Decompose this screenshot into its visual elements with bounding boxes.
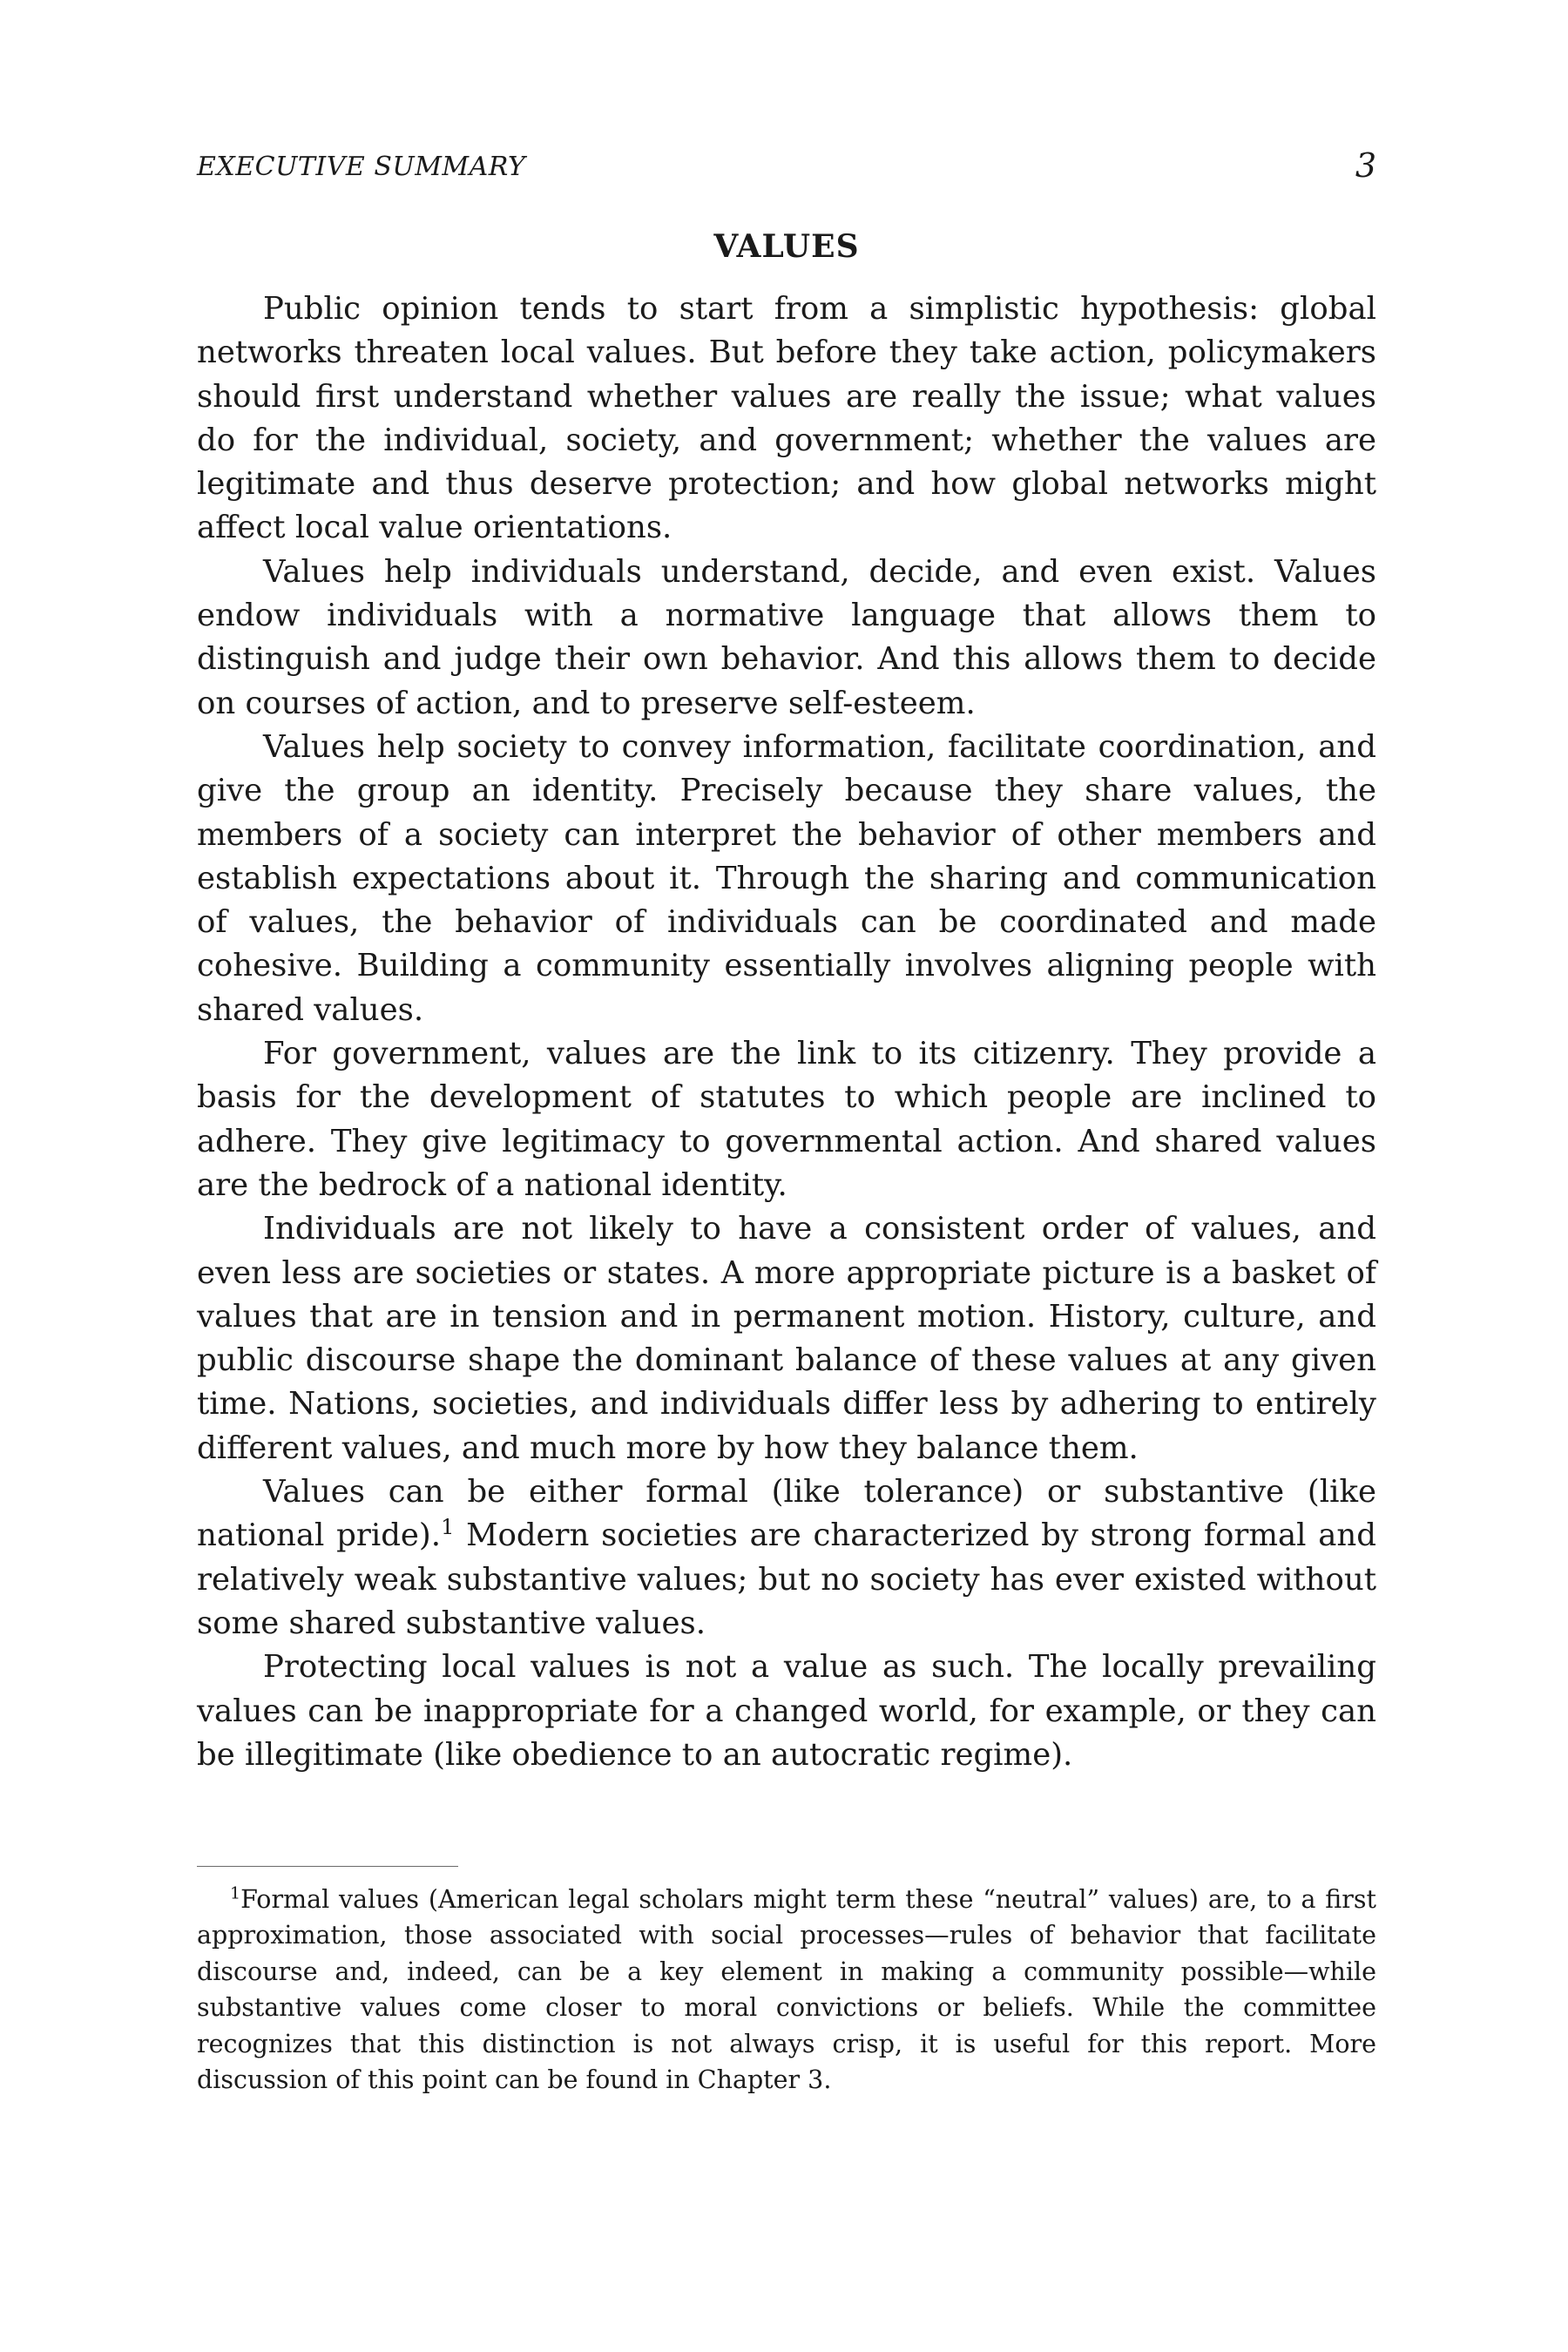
paragraph-text: Modern societies are characterized by strong formal and relatively weak substantive values; but no society has ever existed without some shared substantive values. xyxy=(197,1517,1377,1641)
paragraph: Values help individuals understand, decide, and even exist. Values endow individuals with a normative language that allows them to distinguish and judge their own behavior. And this allows them to decide on courses of action, and to preserve self-esteem. xyxy=(197,553,1376,721)
footnote-divider xyxy=(197,1866,458,1867)
footnote-mark: 1 xyxy=(230,1883,241,1903)
page-number: 3 xyxy=(1355,146,1376,185)
paragraph: Values help society to convey information, facilitate coordination, and give the group an identity. Precisely because they share values, the members of a society can interpret the behavior of other members and establish expectations about it. Through the sharing and communication of values, the behavior of individuals can be coordinated and made cohesive. Building a community essentially involves aligning people with shared values. xyxy=(197,728,1376,1028)
paragraph: Protecting local values is not a value as such. The locally prevailing values can be inappropriate for a changed world, for example, or they can be illegitimate (like obedience to an autocratic regime). xyxy=(197,1649,1376,1773)
running-title: EXECUTIVE SUMMARY xyxy=(197,152,526,182)
footnote-reference[interactable]: 1 xyxy=(441,1515,455,1540)
footnote-text: Formal values (American legal scholars might term these “neutral” values) are, to a first approximation, those associated with social processes—rules of behavior that facilitate discourse and, indeed, can be a key element in making a community possible—while substantive values come closer to moral convictions or beliefs. While the committee recognizes that this distinction is not always crisp, it is useful for this report. More discussion of this point can be found in Chapter 3. xyxy=(197,1885,1376,2095)
body-text xyxy=(197,287,1376,1777)
running-header xyxy=(197,146,1376,188)
paragraph xyxy=(197,1470,1376,1646)
paragraph-text: Values can be either formal (like tolerance) or substantive (like national pride). xyxy=(197,1474,1376,1554)
footnote-paragraph xyxy=(197,1882,1376,2098)
section-title: VALUES xyxy=(713,228,860,265)
paragraph: Public opinion tends to start from a simplistic hypothesis: global networks threaten local values. But before they take action, policymakers should first understand whether values are really the issue; what values do for the individual, society, and government; whether the values are legitimate and thus deserve protection; and how global networks might affect local value orientations. xyxy=(197,291,1376,546)
paragraph: Individuals are not likely to have a consistent order of values, and even less are societies or states. A more appropriate picture is a basket of values that are in tension and in permanent motion. History, culture, and public discourse shape the dominant balance of these values at any given time. Nations, societies, and individuals differ less by adhering to entirely different values, and much more by how they balance them. xyxy=(197,1211,1376,1466)
paragraph: For government, values are the link to its citizenry. They provide a basis for the development of statutes to which people are inclined to adhere. They give legitimacy to governmental action. And shared values are the bedrock of a national identity. xyxy=(197,1036,1376,1203)
footnote xyxy=(197,1882,1376,2098)
